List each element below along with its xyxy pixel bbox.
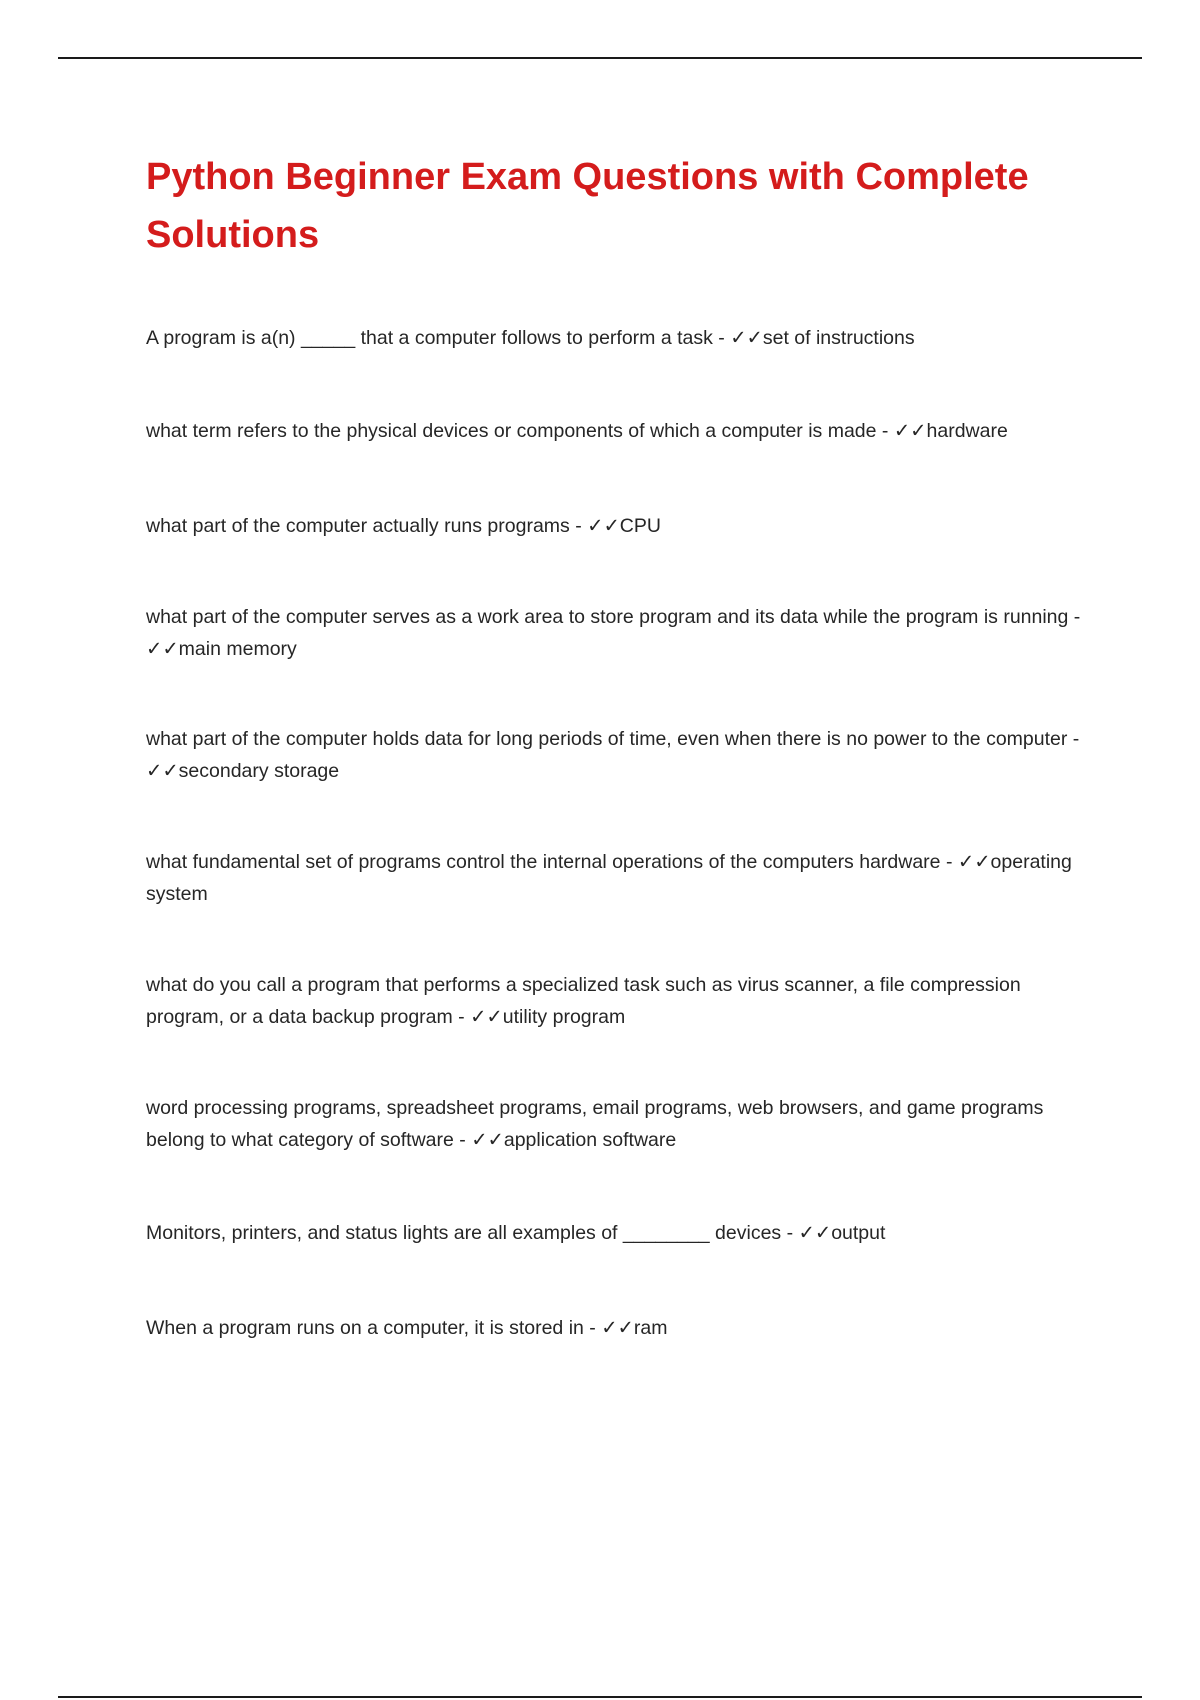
list-item <box>146 1217 1086 1249</box>
question-text: what do you call a program that performs a specialized task such as virus scanner, a file compression program, or a data backup program - <box>146 974 1021 1028</box>
list-item <box>146 1312 1086 1344</box>
top-rule <box>58 57 1142 59</box>
answer-text: ✓✓application software <box>471 1129 677 1151</box>
question-text: what part of the computer actually runs programs - <box>146 515 588 537</box>
bottom-rule <box>58 1696 1142 1698</box>
list-item <box>146 601 1086 665</box>
answer-text: ✓✓main memory <box>146 638 297 660</box>
question-text: what fundamental set of programs control the internal operations of the computers hardware - <box>146 851 958 873</box>
list-item <box>146 723 1086 787</box>
question-text: A program is a(n) _____ that a computer follows to perform a task - <box>146 327 731 349</box>
answer-text: ✓✓hardware <box>893 420 1008 442</box>
question-text: what term refers to the physical devices or components of which a computer is made - <box>146 420 894 442</box>
question-text: what part of the computer serves as a work area to store program and its data while the program is running - <box>146 606 1081 628</box>
list-item <box>146 322 1086 354</box>
answer-text: ✓✓operating system <box>146 851 1072 905</box>
question-text: word processing programs, spreadsheet programs, email programs, web browsers, and game programs belong to what category of software - <box>146 1097 1044 1151</box>
page-title: Python Beginner Exam Questions with Complete Solutions <box>146 156 1029 256</box>
list-item <box>146 415 1086 447</box>
question-text: When a program runs on a computer, it is stored in - <box>146 1317 602 1339</box>
list-item <box>146 1092 1086 1156</box>
list-item <box>146 846 1086 910</box>
question-text: Monitors, printers, and status lights are all examples of ________ devices - <box>146 1222 799 1244</box>
answer-text: ✓✓utility program <box>470 1006 626 1028</box>
question-text: what part of the computer holds data for long periods of time, even when there is no power to the computer - <box>146 728 1080 750</box>
list-item <box>146 510 1086 542</box>
answer-text: ✓✓ram <box>601 1317 668 1339</box>
answer-text: ✓✓output <box>798 1222 886 1244</box>
list-item <box>146 969 1086 1033</box>
answer-text: ✓✓set of instructions <box>730 327 915 349</box>
answer-text: ✓✓secondary storage <box>146 760 340 782</box>
question-list <box>146 322 1086 1344</box>
answer-text: ✓✓CPU <box>587 515 661 537</box>
